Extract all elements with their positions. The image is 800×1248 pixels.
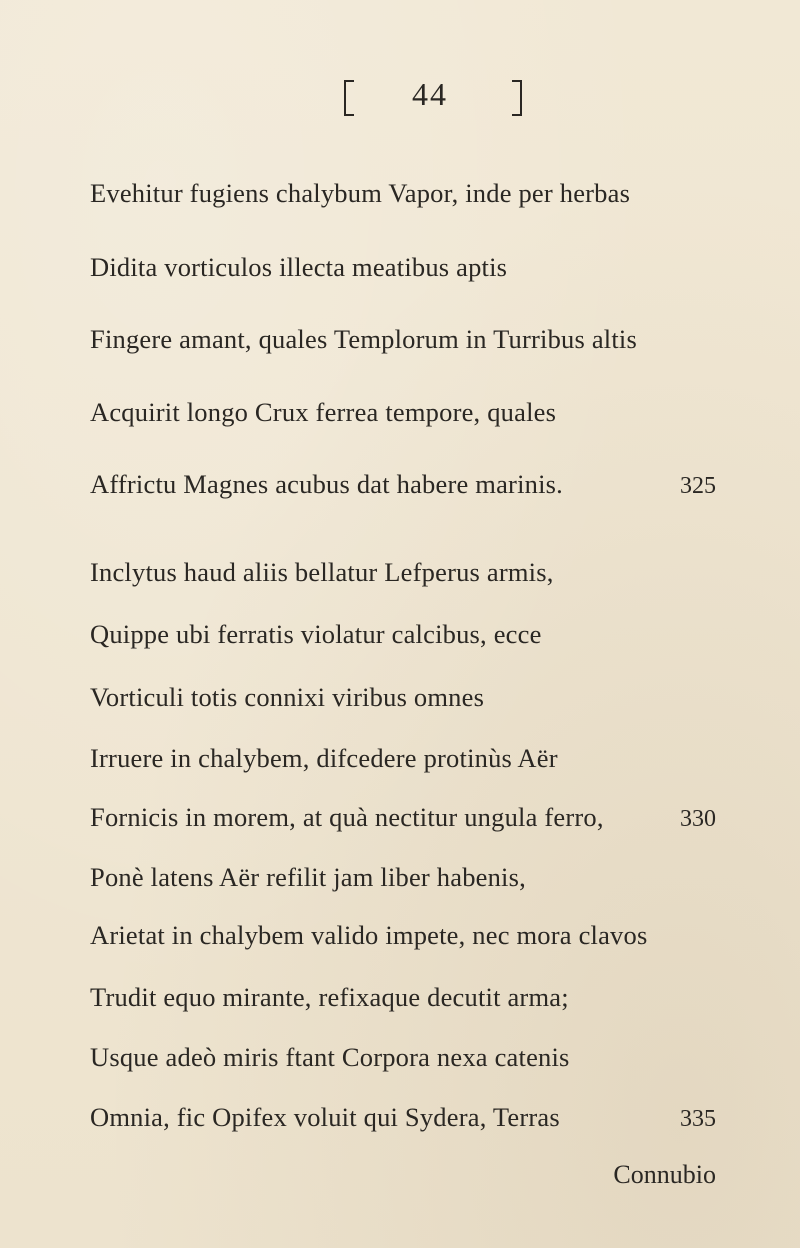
- verse-line: Omnia, fic Opifex voluit qui Sydera, Terras: [90, 1102, 560, 1132]
- verse-line: Inclytus haud aliis bellatur Lefperus armis,: [90, 557, 554, 587]
- verse-line: Didita vorticulos illecta meatibus aptis: [90, 252, 508, 282]
- verse-line: Usque adeò miris ftant Corpora nexa catenis: [90, 1042, 570, 1072]
- verse-line: Affrictu Magnes acubus dat habere marinis.: [90, 469, 563, 499]
- verse-line: Quippe ubi ferratis violatur calcibus, ecce: [90, 619, 542, 649]
- catchword: Connubio: [613, 1160, 716, 1189]
- verse-line: Ponè latens Aër refilit jam liber habenis,: [90, 862, 526, 892]
- verse-line: Acquirit longo Crux ferrea tempore, quales: [90, 397, 557, 427]
- right-bracket: [512, 80, 522, 116]
- line-number: 330: [680, 806, 716, 832]
- line-number: 325: [680, 473, 716, 499]
- verse-line: Irruere in chalybem, difcedere protinùs Aër: [90, 743, 558, 773]
- line-number: 335: [680, 1106, 716, 1132]
- page-number: 44: [412, 76, 448, 112]
- verse-line: Vorticuli totis connixi viribus omnes: [90, 682, 485, 712]
- verse-line: Arietat in chalybem valido impete, nec mora clavos: [90, 920, 648, 950]
- verse-line: Trudit equo mirante, refixaque decutit arma;: [90, 982, 569, 1012]
- left-bracket: [344, 80, 354, 116]
- verse-line: Evehitur fugiens chalybum Vapor, inde per herbas: [90, 178, 631, 208]
- verse-line: Fingere amant, quales Templorum in Turribus altis: [90, 324, 637, 354]
- verse-line: Fornicis in morem, at quà nectitur ungula ferro,: [90, 802, 604, 832]
- page-header: [338, 60, 528, 116]
